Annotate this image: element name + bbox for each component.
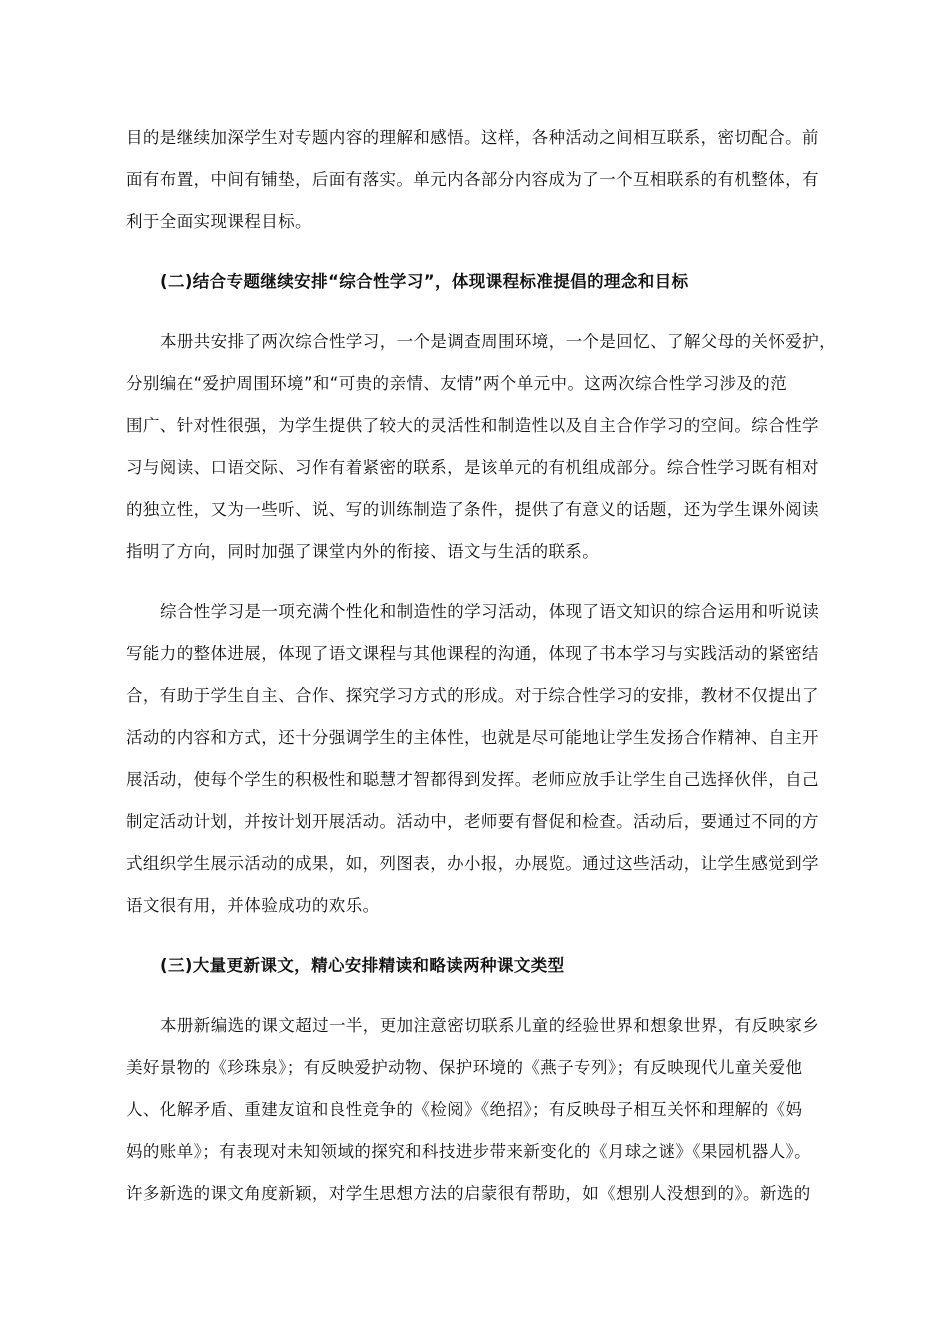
text-line: 面有布置，中间有铺垫，后面有落实。单元内各部分内容成为了一个互相联系的有机整体，有 (126, 170, 819, 189)
text-line: 展活动，使每个学生的积极性和聪慧才智都得到发挥。老师应放手让学生自己选择伙伴，自己 (126, 770, 819, 789)
text-line: 许多新选的课文角度新颖，对学生思想方法的启蒙很有帮助，如《想别人没想到的》。新选的 (126, 1184, 811, 1203)
section-heading: (三)大量更新课文，精心安排精读和略读两种课文类型 (160, 956, 565, 975)
text-line: 目的是继续加深学生对专题内容的理解和感悟。这样，各种活动之间相互联系，密切配合。前 (126, 128, 819, 147)
text-line: 活动的内容和方式，还十分强调学生的主体性，也就是尽可能地让学生发扬合作精神、自主开 (126, 728, 819, 747)
section-heading: (二)结合专题继续安排“综合性学习”，体现课程标准提倡的理念和目标 (160, 272, 689, 291)
text-line: 式组织学生展示活动的成果，如，列图表，办小报，办展览。通过这些活动，让学生感觉到学 (126, 854, 819, 873)
text-line: 本册共安排了两次综合性学习，一个是调查周围环境，一个是回忆、了解父母的关怀爱护， (160, 332, 836, 351)
text-line: 习与阅读、口语交际、习作有着紧密的联系，是该单元的有机组成部分。综合性学习既有相对 (126, 458, 819, 477)
text-line: 合，有助于学生自主、合作、探究学习方式的形成。对于综合性学习的安排，教材不仅提出了 (126, 686, 819, 705)
text-line: 美好景物的《珍珠泉》；有反映爱护动物、保护环境的《燕子专列》；有反映现代儿童关爱他 (126, 1058, 803, 1077)
text-line: 利于全面实现课程目标。 (126, 212, 312, 231)
text-line: 本册新编选的课文超过一半，更加注意密切联系儿童的经验世界和想象世界，有反映家乡 (160, 1016, 820, 1035)
text-line: 制定活动计划，并按计划开展活动。活动中，老师要有督促和检查。活动后，要通过不同的方 (126, 812, 819, 831)
text-line: 综合性学习是一项充满个性化和制造性的学习活动，体现了语文知识的综合运用和听说读 (160, 602, 820, 621)
text-line: 写能力的整体进展，体现了语文课程与其他课程的沟通，体现了书本学习与实践活动的紧密结 (126, 644, 819, 663)
text-line: 语文很有用，并体验成功的欢乐。 (126, 896, 380, 915)
text-line: 指明了方向，同时加强了课堂内外的衔接、语文与生活的联系。 (126, 542, 600, 561)
text-line: 分别编在“爱护周围环境”和“可贵的亲情、友情”两个单元中。这两次综合性学习涉及的范 (126, 374, 788, 393)
text-line: 妈的账单》；有表现对未知领域的探究和科技进步带来新变化的《月球之谜》《果园机器人》。 (126, 1142, 812, 1161)
text-line: 围广、针对性很强，为学生提供了较大的灵活性和制造性以及自主合作学习的空间。综合性学 (126, 416, 819, 435)
text-line: 人、化解矛盾、重建友谊和良性竞争的《检阅》《绝招》；有反映母子相互关怀和理解的《妈 (126, 1100, 803, 1119)
text-line: 的独立性，又为一些听、说、写的训练制造了条件，提供了有意义的话题，还为学生课外阅读 (126, 500, 819, 519)
